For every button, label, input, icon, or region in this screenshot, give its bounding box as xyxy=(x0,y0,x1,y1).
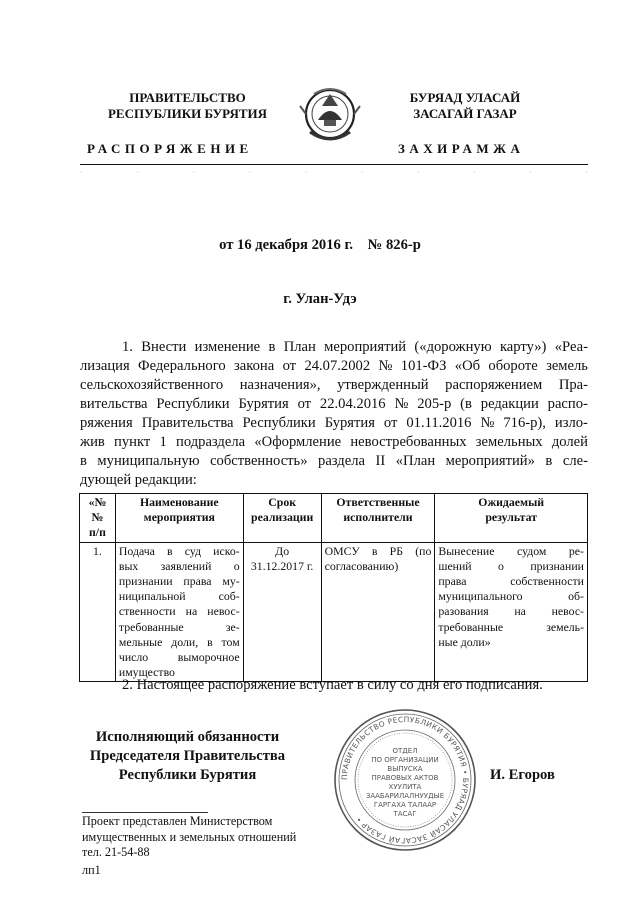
table-header-row xyxy=(80,494,588,543)
svg-text:ОТДЕЛ: ОТДЕЛ xyxy=(392,747,418,755)
issuer-left-line1: ПРАВИТЕЛЬСТВО xyxy=(129,90,246,105)
paragraph-1-line: вительства Республики Бурятия от 22.04.2016 № 205-р (в редакции распо- xyxy=(80,396,588,412)
svg-text:ЗААБАРИЛАЛНУУДЫЕ: ЗААБАРИЛАЛНУУДЫЕ xyxy=(365,792,445,800)
paragraph-1-line: лизация Федерального закона от 24.07.2002 № 101-ФЗ «Об обороте земель xyxy=(80,358,588,374)
paragraph-1-line: в муниципальную собственность» раздела II «План мероприятий» в сле- xyxy=(80,453,588,469)
footer-code: лп1 xyxy=(82,863,101,877)
official-stamp xyxy=(332,707,478,853)
col-header-result: Ожидаемый результат xyxy=(435,494,588,543)
svg-text:ВЫПУСКА: ВЫПУСКА xyxy=(387,765,423,773)
svg-text:ПРАВОВЫХ АКТОВ: ПРАВОВЫХ АКТОВ xyxy=(371,774,439,782)
svg-text:ХУУЛИТА: ХУУЛИТА xyxy=(388,783,422,791)
paragraph-2: 2. Настоящее распоряжение вступает в силу со дня его подписания. xyxy=(122,677,543,693)
signatory-title: Исполняющий обязанности Председателя Правительства Республики Бурятия xyxy=(89,729,286,783)
paragraph-1-line: 1. Внести изменение в План мероприятий («дорожную карту») «Реа- xyxy=(122,339,588,355)
cell-term: До 31.12.2017 г. xyxy=(243,542,321,682)
paragraph-1 xyxy=(80,338,588,490)
footer-note: Проект представлен Министерством имущественных и земельных отношений тел. 21-54-88 xyxy=(82,814,297,859)
paragraph-1-line: ряжения Правительства Республики Бурятия от 01.11.2016 № 716-р), изло- xyxy=(80,415,588,431)
paragraph-1-line: жив пункт 1 подраздела «Оформление невостребованных земельных долей xyxy=(80,434,588,450)
cell-name: Подача в суд иско- вых заявлений о признании права му- ниципальной соб- ственности на невос- требованные зе- мельные доли, в том число выморочное имущество xyxy=(115,542,243,682)
issuer-right-line2: ЗАСАГАЙ ГАЗАР xyxy=(413,106,517,121)
svg-text:ТАСАГ: ТАСАГ xyxy=(393,810,417,818)
col-header-responsible: Ответственные исполнители xyxy=(321,494,435,543)
col-header-number: «№№ п/п xyxy=(80,494,116,543)
col-header-name: Наименование мероприятия xyxy=(115,494,243,543)
cell-number: 1. xyxy=(80,542,116,682)
paragraph-1-line: сельскохозяйственного назначения», утвержденный распоряжением Пра- xyxy=(80,377,588,393)
city: г. Улан-Удэ xyxy=(283,291,357,307)
footer-rule xyxy=(82,812,208,813)
svg-text:ПРАВИТЕЛЬСТВО РЕСПУБЛИКИ БУРЯТ: ПРАВИТЕЛЬСТВО РЕСПУБЛИКИ БУРЯТИЯ • БУРЯАД УЛАСАЙ ЗАСАГАЙ ГАЗАР • xyxy=(339,714,471,846)
issuer-right-line1: БУРЯАД УЛАСАЙ xyxy=(409,90,521,105)
roadmap-table xyxy=(79,493,588,682)
doc-type-left: РАСПОРЯЖЕНИЕ xyxy=(87,141,253,156)
svg-text:ПО ОРГАНИЗАЦИИ: ПО ОРГАНИЗАЦИИ xyxy=(371,756,439,764)
coat-of-arms-emblem xyxy=(296,76,364,152)
issuer-left-line2: РЕСПУБЛИКИ БУРЯТИЯ xyxy=(107,106,268,121)
signatory-name: И. Егоров xyxy=(490,767,555,783)
col-header-term: Срок реализации xyxy=(243,494,321,543)
svg-text:ГАРГАХА ТАЛААР: ГАРГАХА ТАЛААР xyxy=(373,801,437,809)
cell-result: Вынесение судом ре- шений о признании права собственности муниципального об- разования на невос- требованные земель- ные доли» xyxy=(435,542,588,682)
table-row xyxy=(80,542,588,682)
issuer-left xyxy=(100,90,275,122)
paragraph-1-line: дующей редакции: xyxy=(80,472,197,488)
date-number-line: от 16 декабря 2016 г. № 826-р xyxy=(219,237,421,253)
issuer-right xyxy=(385,90,545,122)
doc-type-right: ЗАХИРАМЖА xyxy=(398,141,525,156)
header-dotted-line: · · · · · · · · · · xyxy=(80,167,588,177)
header-rule xyxy=(80,164,588,165)
cell-responsible: ОМСУ в РБ (по согласованию) xyxy=(321,542,435,682)
